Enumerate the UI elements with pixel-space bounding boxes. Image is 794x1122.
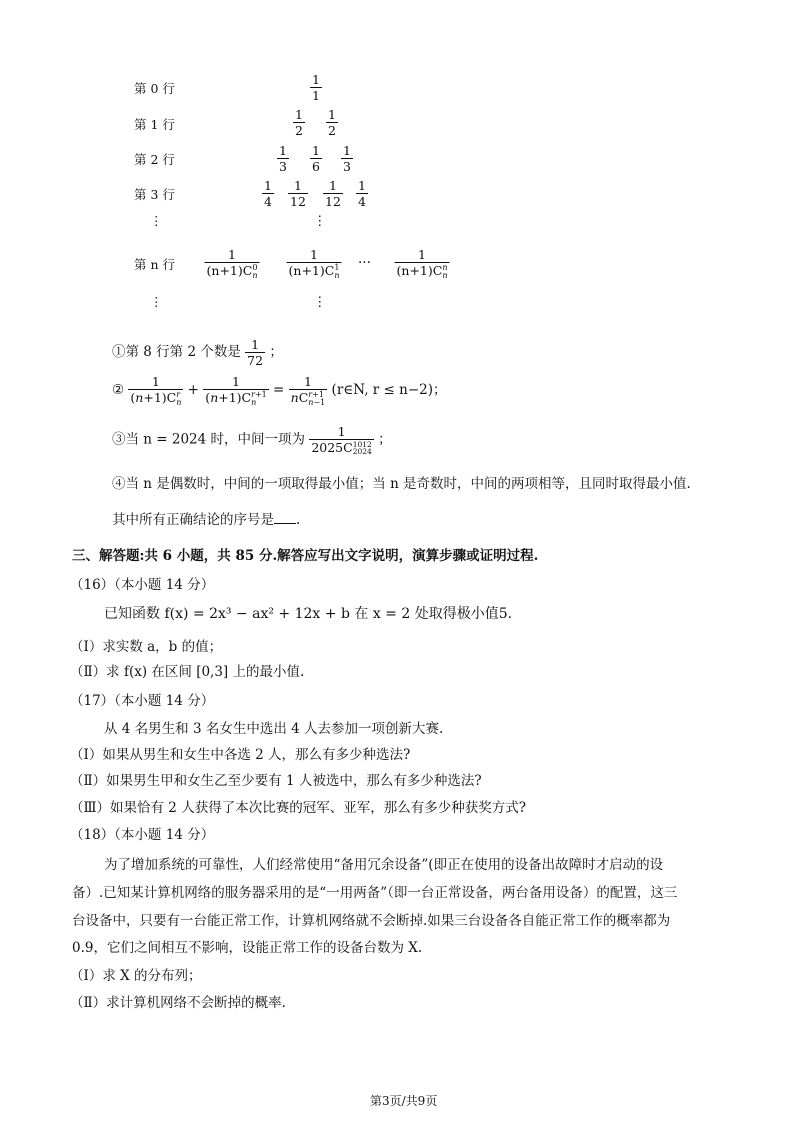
tri-r2-c2: $\frac{1}{3}$ <box>343 143 351 175</box>
section-3-heading: 三、解答题:共 6 小题，共 85 分.解答应写出文字说明，演算步骤或证明过程. <box>72 548 539 564</box>
tri-rn-c1: 1 (n+1)C 1 n <box>288 247 340 280</box>
q18-line1: 为了增加系统的可靠性，人们经常使用“备用冗余设备”(即正在使用的设备出故障时才启动的设 <box>104 857 664 873</box>
tri-r3-c0: $\frac{1}{4}$ <box>264 178 272 210</box>
q18-title: （18）（本小题 14 分） <box>70 827 215 843</box>
q18-part1: （Ⅰ）求 X 的分布列； <box>70 968 202 984</box>
statement-3: ③当 n = 2024 时，中间一项为 1 2025C 1012 2024 ； <box>112 424 392 456</box>
row-label-1: 第 1 行 <box>134 117 175 132</box>
row-label-0: 第 0 行 <box>134 81 175 96</box>
tri-vdots-2: ⋮ <box>313 294 327 310</box>
q16-stem: 已知函数 f(x) = 2x³ − ax² + 12x + b 在 x = 2 处取得极小值5. <box>104 606 513 622</box>
q17-part2: （Ⅱ）如果男生甲和女生乙至少要有 1 人被选中，那么有多少种选法? <box>70 773 482 789</box>
tri-r3-c3: $\frac{1}{4}$ <box>358 178 366 210</box>
row-label-2: 第 2 行 <box>134 152 175 167</box>
tri-r1-c0: $\frac{1}{2}$ <box>295 107 303 139</box>
s1-fraction: $\frac{1}{72}$ <box>247 337 264 369</box>
q16-part2: （Ⅱ）求 f(x) 在区间 [0,3] 上的最小值. <box>70 664 305 680</box>
q18-line2: 备）.已知某计算机网络的服务器采用的是“一用两备”（即一台正常设备，两台备用设备）的配置，这三 <box>72 885 678 901</box>
q17-stem: 从 4 名男生和 3 名女生中选出 4 人去参加一项创新大赛. <box>104 721 444 737</box>
q17-title: （17）（本小题 14 分） <box>70 693 215 709</box>
tri-rn-cn: 1 (n+1)C n n <box>396 247 448 280</box>
tri-r2-c0: $\frac{1}{3}$ <box>279 143 287 175</box>
q17-part3: （Ⅲ）如果恰有 2 人获得了本次比赛的冠军、亚军，那么有多少种获奖方式? <box>70 800 526 816</box>
tri-r3-c1: $\frac{1}{12}$ <box>290 178 306 210</box>
q18-line4: 0.9，它们之间相互不影响，设能正常工作的设备台数为 X. <box>72 940 423 956</box>
q18-line3: 台设备中，只要有一台能正常工作，计算机网络就不会断掉.如果三台设备各自能正常工作的概率都为 <box>72 913 671 929</box>
tri-r3-c2: $\frac{1}{12}$ <box>325 178 341 210</box>
q16-title: （16）（本小题 14 分） <box>70 577 215 593</box>
row-label-vdots-1: ⋮ <box>150 213 163 228</box>
q17-part1: （Ⅰ）如果从男生和女生中各选 2 人，那么有多少种选法? <box>70 747 411 763</box>
tri-r0-c0: $\frac{1}{1}$ <box>312 72 320 104</box>
tri-r1-c1: $\frac{1}{2}$ <box>328 107 336 139</box>
q16-part1: （Ⅰ）求实数 a，b 的值； <box>70 639 223 655</box>
statement-4: ④当 n 是偶数时，中间的一项取得最小值；当 n 是奇数时，中间的两项相等，且同时取得最小值. <box>112 476 691 492</box>
s3-fraction: 1 2025C 1012 2024 <box>311 424 372 456</box>
tri-r2-c1: $\frac{1}{6}$ <box>312 143 320 175</box>
statement-1: ①第 8 行第 2 个数是 $\frac{1}{72}$ ； <box>112 337 283 369</box>
tri-rn-c0: 1 (n+1)C 0 n <box>206 247 258 280</box>
statement-2: ② 1 (n+1)C r n + 1 (n+1)C r+1 n = 1 nC r+1 n−1 (r∈N, r ≤ n−2)； <box>112 374 447 407</box>
tri-rn-dots: ··· <box>358 255 371 271</box>
answer-blank[interactable] <box>274 511 296 524</box>
q18-part2: （Ⅱ）求计算机网络不会断掉的概率. <box>70 995 286 1011</box>
tri-vdots-1: ⋮ <box>313 213 327 229</box>
question-ask: 其中所有正确结论的序号是 . <box>112 512 301 528</box>
page-footer: 第3页/共9页 <box>370 1094 438 1108</box>
row-label-n: 第 n 行 <box>134 257 175 272</box>
row-label-3: 第 3 行 <box>134 187 175 202</box>
row-label-vdots-2: ⋮ <box>150 294 163 309</box>
